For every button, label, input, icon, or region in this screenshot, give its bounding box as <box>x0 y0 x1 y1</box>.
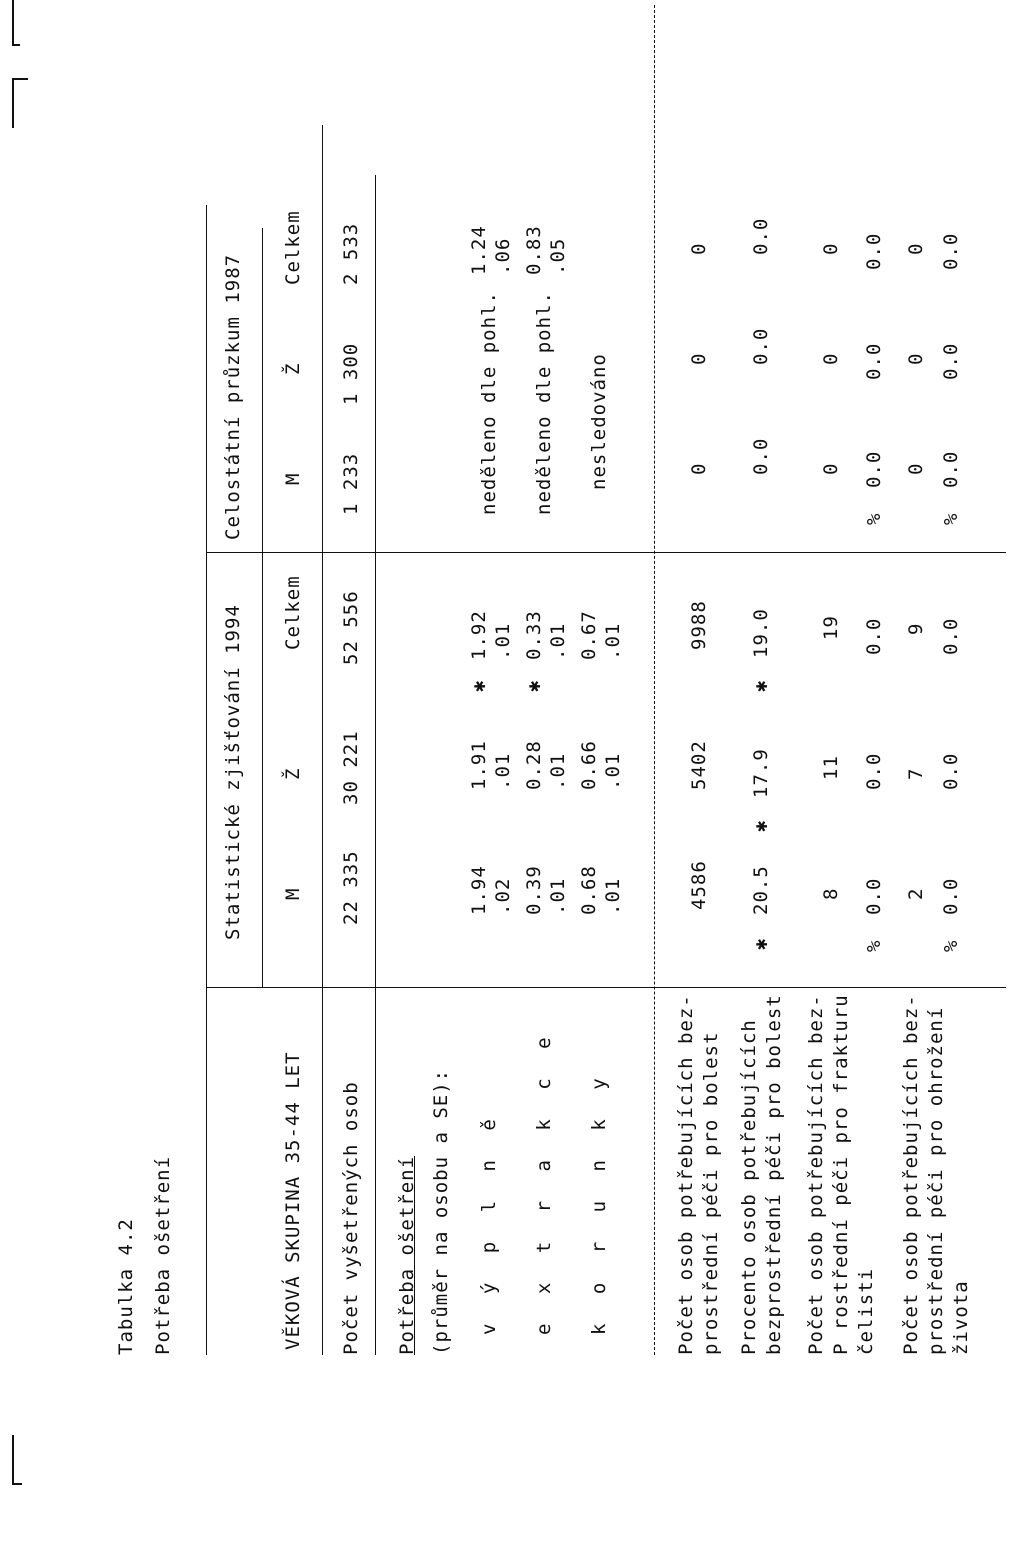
extractions-m-se: .01 <box>547 877 569 915</box>
col-header-celkem-1994: Celkem <box>282 575 304 650</box>
fracture-pct-m-1987: 0.0 <box>863 450 885 488</box>
crowns-m-mean: 0.68 <box>578 865 600 915</box>
examined-celkem-1994: 52 556 <box>340 590 362 665</box>
fracture-pct-celkem-1987: 0.0 <box>863 232 885 270</box>
pain-count-celkem-1987: 0 <box>688 242 710 255</box>
examined-m-1994: 22 335 <box>340 850 362 925</box>
pain-pct-celkem-1994: 19.0 <box>750 608 772 658</box>
life-label-3: života <box>950 1280 972 1355</box>
fillings-m-mean: 1.94 <box>468 865 490 915</box>
crowns-z-se: .01 <box>602 752 624 790</box>
table-number: Tabulka 4.2 <box>115 1218 137 1355</box>
examined-label: Počet vyšetřených osob <box>340 1081 362 1355</box>
fillings-1987-mean: 1.24 <box>468 225 490 275</box>
col-header-celkem-1987: Celkem <box>282 210 304 285</box>
pain-pct-star-z: ✱ <box>750 819 772 832</box>
life-pct-sign-1987: % <box>940 512 962 525</box>
divider-survey-columns <box>206 552 1006 553</box>
pain-count-z-1994: 5402 <box>688 740 710 790</box>
fracture-count-m-1987: 0 <box>820 462 842 475</box>
fracture-pct-z-1987: 0.0 <box>863 342 885 380</box>
life-count-m-1994: 2 <box>905 887 927 900</box>
pain-count-z-1987: 0 <box>688 352 710 365</box>
life-label-2: prostřední péči pro ohrožení <box>925 1006 947 1355</box>
crowns-celkem-se: .01 <box>602 622 624 660</box>
dashed-separator <box>654 5 655 1355</box>
fillings-celkem-se: .01 <box>492 622 514 660</box>
extractions-star: ✱ <box>523 679 545 692</box>
need-subtitle: (průměr na osobu a SE): <box>430 1068 452 1355</box>
fracture-count-z-1987: 0 <box>820 352 842 365</box>
life-pct-celkem-1994: 0.0 <box>940 617 962 655</box>
table-title: Potřeba ošetření <box>152 1155 174 1355</box>
treatment-label-crowns: k o r u n k y <box>588 1069 610 1335</box>
pain-pct-label-1: Procento osob potřebujících <box>738 1019 760 1355</box>
life-pct-z-1987: 0.0 <box>940 342 962 380</box>
fracture-count-celkem-1994: 19 <box>820 615 842 640</box>
life-pct-sign-1994: % <box>940 939 962 952</box>
treatment-label-fillings: v ý p l n ě <box>478 1110 500 1335</box>
examined-z-1994: 30 221 <box>340 730 362 805</box>
col-header-m-1994: M <box>282 887 304 900</box>
divider-label-column <box>206 987 1006 988</box>
crowns-1987-note: nesledováno <box>588 353 610 490</box>
extractions-m-mean: 0.39 <box>523 865 545 915</box>
life-pct-celkem-1987: 0.0 <box>940 232 962 270</box>
fracture-pct-sign-1987: % <box>863 512 885 525</box>
examined-celkem-1987: 2 533 <box>340 222 362 285</box>
life-count-celkem-1987: 0 <box>905 242 927 255</box>
pain-count-label-2: prostřední péči pro bolest <box>700 1031 722 1355</box>
life-count-m-1987: 0 <box>905 462 927 475</box>
fillings-1987-se: .06 <box>492 237 514 275</box>
extractions-1987-note: neděleno dle pohl. <box>533 291 555 515</box>
need-label: Potřeba ošetření <box>396 1155 418 1355</box>
col-header-m-1987: M <box>282 472 304 485</box>
crowns-z-mean: 0.66 <box>578 740 600 790</box>
pain-pct-celkem-1987: 0.0 <box>750 217 772 255</box>
pain-pct-m-1987: 0.0 <box>750 437 772 475</box>
examined-m-1987: 1 233 <box>340 452 362 515</box>
fillings-star: ✱ <box>468 679 490 692</box>
crowns-m-se: .01 <box>602 877 624 915</box>
fracture-pct-celkem-1994: 0.0 <box>863 617 885 655</box>
pain-count-m-1987: 0 <box>688 462 710 475</box>
fillings-1987-note: neděleno dle pohl. <box>478 291 500 515</box>
survey-1987-header: Celostátní průzkum 1987 <box>222 253 244 540</box>
fracture-pct-z-1994: 0.0 <box>863 752 885 790</box>
examined-bottom-rule <box>375 175 376 1355</box>
extractions-z-se: .01 <box>547 752 569 790</box>
scan-edge-mark <box>12 0 14 46</box>
scan-edge-mark <box>12 78 14 128</box>
fracture-pct-m-1994: 0.0 <box>863 877 885 915</box>
pain-pct-label-2: bezprostřední péči pro bolest <box>763 994 785 1355</box>
scan-edge-mark <box>12 44 20 46</box>
fillings-z-se: .01 <box>492 752 514 790</box>
pain-pct-star-m: ✱ <box>750 937 772 950</box>
fillings-z-mean: 1.91 <box>468 740 490 790</box>
fracture-label-3: čelisti <box>855 1267 877 1355</box>
fillings-celkem-mean: 1.92 <box>468 610 490 660</box>
pain-count-label-1: Počet osob potřebujících bez- <box>675 994 697 1355</box>
pain-pct-m-1994: 20.5 <box>750 865 772 915</box>
life-label-1: Počet osob potřebujících bez- <box>900 994 922 1355</box>
scan-edge-mark <box>12 1435 14 1485</box>
extractions-celkem-mean: 0.33 <box>523 610 545 660</box>
col-header-z-1987: Ž <box>282 362 304 375</box>
pain-pct-z-1987: 0.0 <box>750 327 772 365</box>
header-bottom-rule <box>322 125 323 1355</box>
fracture-count-m-1994: 8 <box>820 887 842 900</box>
examined-z-1987: 1 300 <box>340 342 362 405</box>
pain-count-celkem-1994: 9988 <box>688 600 710 650</box>
extractions-1987-se: .05 <box>547 237 569 275</box>
life-pct-z-1994: 0.0 <box>940 752 962 790</box>
fillings-m-se: .02 <box>492 877 514 915</box>
crowns-celkem-mean: 0.67 <box>578 610 600 660</box>
treatment-label-extractions: e x t r a k c e <box>533 1028 555 1335</box>
life-pct-m-1994: 0.0 <box>940 877 962 915</box>
extractions-celkem-se: .01 <box>547 622 569 660</box>
group-header-rule <box>262 228 263 988</box>
extractions-z-mean: 0.28 <box>523 740 545 790</box>
top-rule <box>206 205 207 1355</box>
fracture-label-2: P rostřední péči pro frakturu <box>830 994 852 1355</box>
pain-pct-z-1994: 17.9 <box>750 748 772 798</box>
fracture-count-celkem-1987: 0 <box>820 242 842 255</box>
scan-edge-mark <box>12 78 28 80</box>
life-pct-m-1987: 0.0 <box>940 450 962 488</box>
fracture-count-z-1994: 11 <box>820 755 842 780</box>
life-count-z-1994: 7 <box>905 767 927 780</box>
extractions-1987-mean: 0.83 <box>523 225 545 275</box>
fracture-label-1: Počet osob potřebujících bez- <box>805 994 827 1355</box>
life-count-z-1987: 0 <box>905 352 927 365</box>
pain-pct-star-celkem: ✱ <box>750 679 772 692</box>
fracture-pct-sign-1994: % <box>863 939 885 952</box>
scan-edge-mark <box>12 1483 22 1485</box>
survey-1994-header: Statistické zjišťování 1994 <box>222 604 244 940</box>
age-group-header: VĚKOVÁ SKUPINA 35-44 LET <box>282 1051 304 1350</box>
life-count-celkem-1994: 9 <box>905 622 927 635</box>
col-header-z-1994: Ž <box>282 767 304 780</box>
pain-count-m-1994: 4586 <box>688 860 710 910</box>
